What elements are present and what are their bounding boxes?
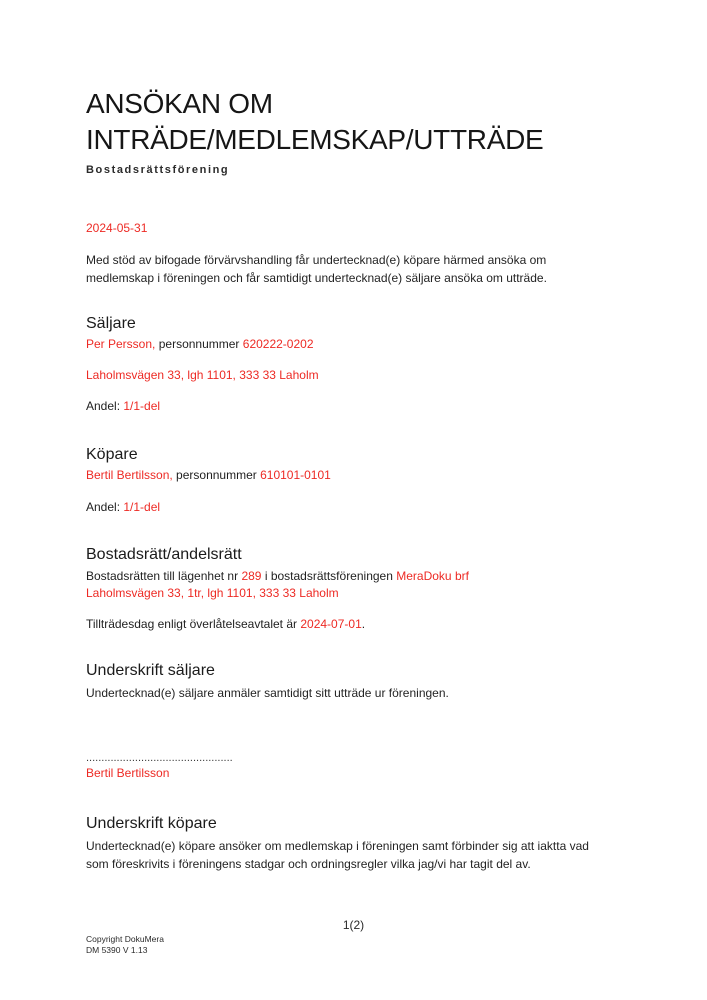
intro-line1: Med stöd av bifogade förvärvshandling får undertecknad(e) köpare härmed ansöka om — [86, 253, 547, 267]
buyer-share-label: Andel: — [86, 500, 121, 514]
access-date-label: Tillträdesdag enligt överlåtelseavtalet är — [86, 617, 298, 631]
seller-address: Laholmsvägen 33, lgh 1101, 333 33 Laholm — [86, 368, 319, 382]
document-title-line2: INTRÄDE/MEDLEMSKAP/UTTRÄDE — [86, 124, 544, 155]
property-line1 — [86, 568, 626, 585]
copyright-notice — [86, 934, 164, 956]
access-date-value: 2024-07-01 — [300, 617, 362, 631]
buyer-identity-line — [86, 468, 626, 483]
intro-line2: medlemskap i föreningen och får samtidigt undertecknad(e) säljare ansöka om utträde. — [86, 271, 547, 285]
buyer-personnummer-label: personnummer — [176, 468, 257, 482]
buyer-share-line — [86, 500, 626, 515]
seller-share-line — [86, 399, 626, 414]
buyer-personnummer: 610101-0101 — [260, 468, 331, 482]
seller-identity-line — [86, 337, 626, 352]
page-number: 1(2) — [342, 918, 365, 932]
section-heading-signature-buyer: Underskrift köpare — [86, 815, 217, 832]
property-text-part1: Bostadsrätten till lägenhet nr — [86, 569, 239, 583]
seller-personnummer: 620222-0202 — [242, 337, 314, 351]
seller-personnummer-label: personnummer — [158, 337, 240, 351]
property-description — [86, 568, 626, 602]
section-heading-seller: Säljare — [86, 315, 136, 332]
signature-seller-name: Bertil Bertilsson — [86, 766, 170, 780]
property-association-name: MeraDoku brf — [396, 569, 469, 583]
document-title-line1: ANSÖKAN OM — [86, 88, 273, 119]
signature-buyer-text — [86, 837, 626, 873]
buyer-name: Bertil Bertilsson, — [86, 468, 173, 482]
signature-buyer-text-line2: som föreskrivits i föreningens stadgar och ordningsregler vilka jag/vi har tagit del av. — [86, 857, 531, 871]
copyright-line2: DM 5390 V 1.13 — [86, 945, 148, 955]
signature-seller-text: Undertecknad(e) säljare anmäler samtidigt sitt utträde ur föreningen. — [86, 686, 449, 700]
section-heading-signature-seller: Underskrift säljare — [86, 662, 215, 679]
property-apartment-number: 289 — [241, 569, 262, 583]
signature-buyer-text-line1: Undertecknad(e) köpare ansöker om medlemskap i föreningen samt förbinder sig att iaktta vad — [86, 839, 589, 853]
property-association-address: Laholmsvägen 33, 1tr, lgh 1101, 333 33 Laholm — [86, 586, 339, 600]
buyer-share-value: 1/1-del — [123, 500, 161, 514]
intro-paragraph — [86, 251, 626, 287]
document-date: 2024-05-31 — [86, 221, 148, 235]
seller-share-value: 1/1-del — [123, 399, 161, 413]
seller-share-label: Andel: — [86, 399, 121, 413]
section-heading-buyer: Köpare — [86, 446, 138, 463]
access-date-suffix: . — [361, 617, 366, 631]
property-text-part2: i bostadsrättsföreningen — [264, 569, 393, 583]
document-subtitle: Bostadsrättsförening — [86, 164, 230, 176]
section-heading-property: Bostadsrätt/andelsrätt — [86, 546, 242, 563]
copyright-line1: Copyright DokuMera — [86, 934, 164, 944]
seller-name: Per Persson, — [86, 337, 156, 351]
property-access-line — [86, 617, 626, 632]
signature-line: ................................................ — [86, 752, 233, 764]
